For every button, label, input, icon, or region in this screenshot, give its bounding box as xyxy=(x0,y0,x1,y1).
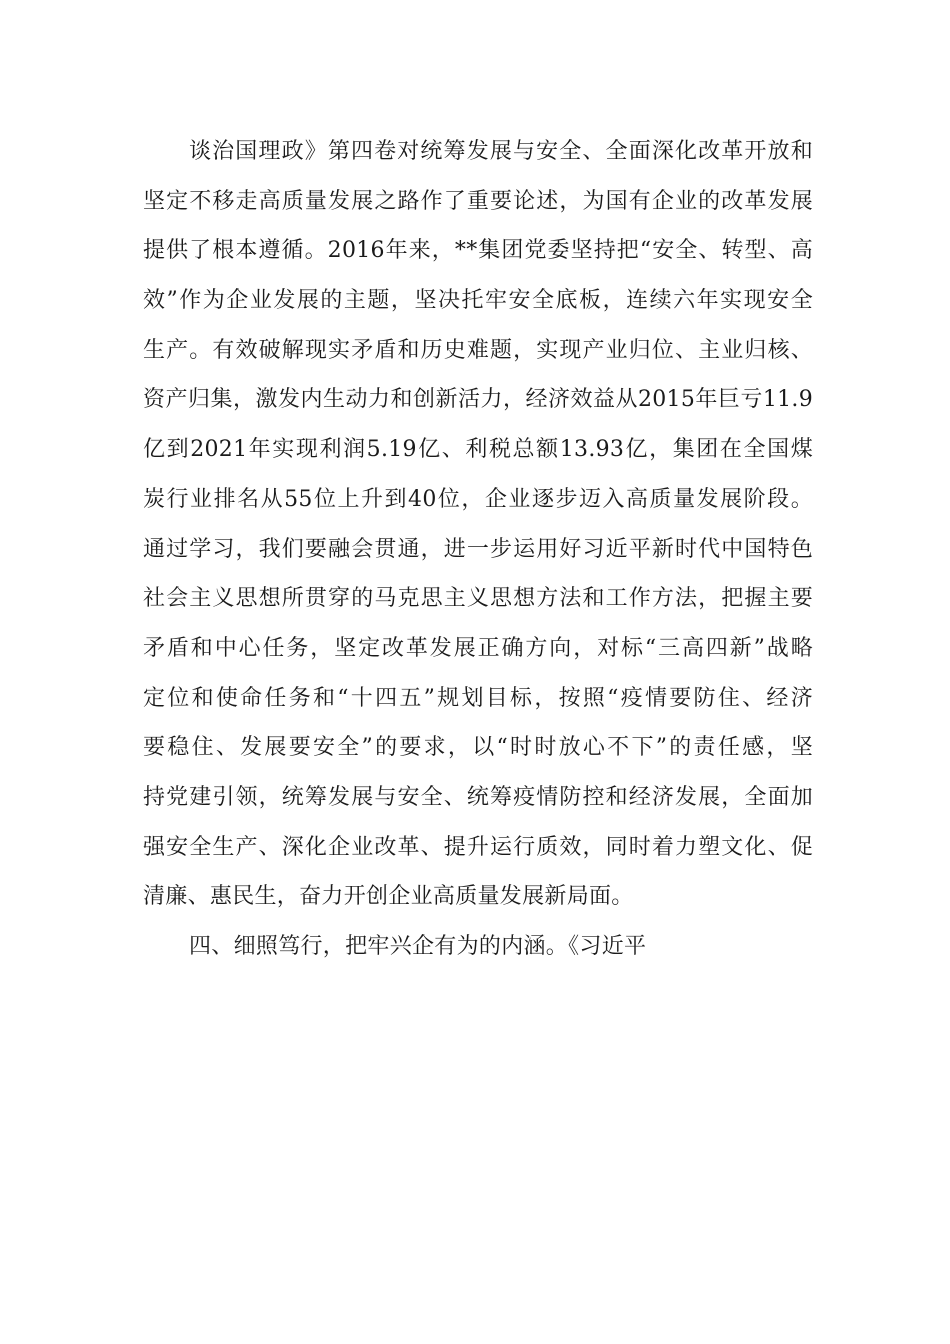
text-line: 持党建引领，统筹发展与安全、统筹疫情防控和经济发展，全面加 xyxy=(143,784,813,810)
text-line: 社会主义思想所贯穿的马克思主义思想方法和工作方法，把握主要 xyxy=(143,586,813,612)
section-heading-line: 四、细照笃行，把牢兴企有为的内涵。《习近平 xyxy=(189,934,647,959)
text-line: 效”作为企业发展的主题，坚决托牢安全底板，连续六年实现安全 xyxy=(143,288,813,314)
text-line: 坚定不移走高质量发展之路作了重要论述，为国有企业的改革发展 xyxy=(143,188,813,214)
text-line: 强安全生产、深化企业改革、提升运行质效，同时着力塑文化、促 xyxy=(143,834,813,860)
text-line: 提供了根本遵循。2016年来，**集团党委坚持把“安全、转型、高 xyxy=(143,238,813,264)
text-line: 亿到2021年实现利润5.19亿、利税总额13.93亿，集团在全国煤 xyxy=(143,437,813,463)
text-line: 炭行业排名从55位上升到40位，企业逐步迈入高质量发展阶段。 xyxy=(143,486,813,512)
text-line: 通过学习，我们要融会贯通，进一步运用好习近平新时代中国特色 xyxy=(143,536,813,562)
text-line: 谈治国理政》第四卷对统筹发展与安全、全面深化改革开放和 xyxy=(189,139,813,164)
text-line: 矛盾和中心任务，坚定改革发展正确方向，对标“三高四新”战略 xyxy=(143,635,813,661)
text-line: 生产。有效破解现实矛盾和历史难题，实现产业归位、主业归核、 xyxy=(143,337,813,363)
text-line: 清廉、惠民生，奋力开创企业高质量发展新局面。 xyxy=(143,884,634,910)
text-line: 要稳住、发展要安全”的要求，以“时时放心不下”的责任感，坚 xyxy=(143,735,813,761)
body-text xyxy=(143,127,813,972)
text-line: 资产归集，激发内生动力和创新活力，经济效益从2015年巨亏11.9 xyxy=(143,387,813,413)
text-line: 定位和使命任务和“十四五”规划目标，按照“疫情要防住、经济 xyxy=(143,685,813,711)
